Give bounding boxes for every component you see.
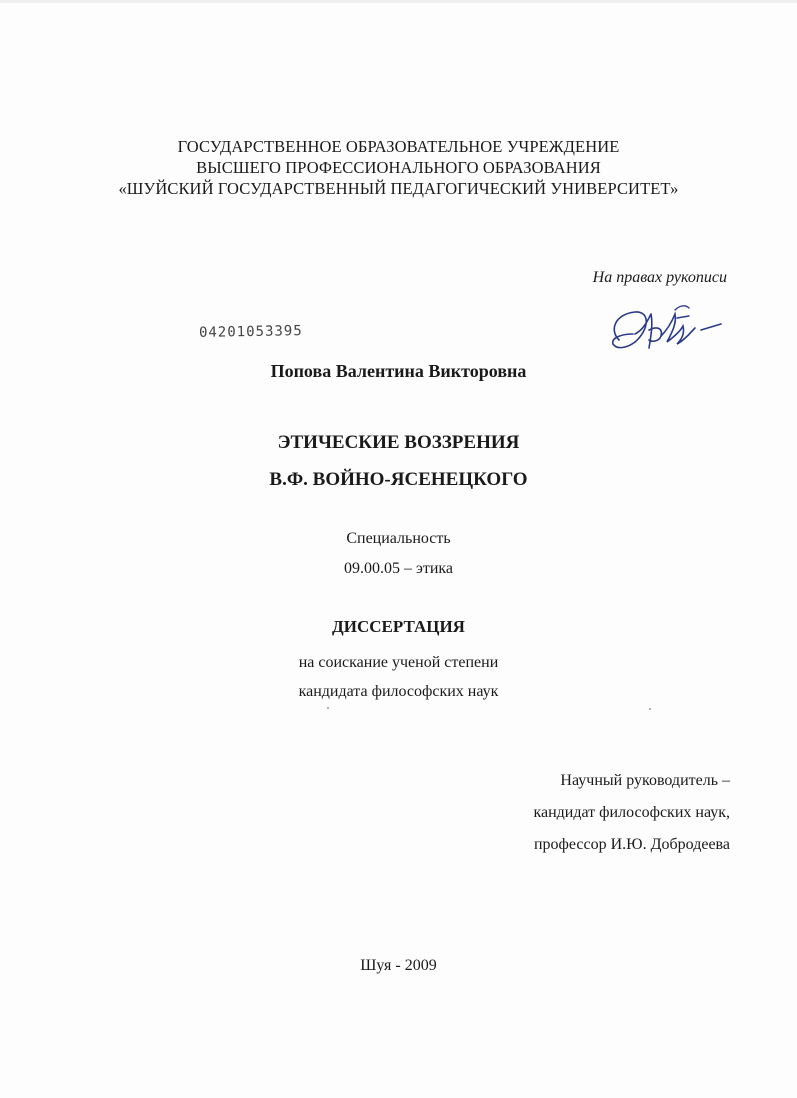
specialty-label: Специальность	[346, 530, 451, 547]
advisor-line-3: профессор И.Ю. Добродеева	[533, 836, 730, 853]
title-line-2: В.Ф. ВОЙНО-ЯСЕНЕЦКОГО	[269, 469, 528, 490]
institution-line-3: «ШУЙСКИЙ ГОСУДАРСТВЕННЫЙ ПЕДАГОГИЧЕСКИЙ УНИВЕРСИТЕТ»	[118, 179, 679, 198]
scientific-advisor	[533, 765, 730, 861]
advisor-line-2: кандидат философских наук,	[533, 804, 730, 821]
degree-line-1: на соискание ученой степени	[298, 654, 499, 671]
specialty-block	[0, 524, 797, 584]
thesis-title	[0, 424, 797, 498]
specialty-code: 09.00.05 – этика	[343, 560, 454, 577]
author-name: Попова Валентина Викторовна	[270, 361, 527, 381]
dissertation-heading: ДИССЕРТАЦИЯ	[332, 617, 465, 636]
degree-line-2: кандидата философских наук	[298, 683, 499, 700]
inventory-number-stamp: 04201053395	[198, 323, 303, 341]
institution-header	[0, 136, 797, 199]
manuscript-rights-note: На правах рукописи	[592, 269, 727, 286]
degree-description	[0, 648, 797, 706]
institution-line-1: ГОСУДАРСТВЕННОЕ ОБРАЗОВАТЕЛЬНОЕ УЧРЕЖДЕНИЕ	[177, 137, 620, 156]
institution-line-2: ВЫСШЕГО ПРОФЕССИОНАЛЬНОГО ОБРАЗОВАНИЯ	[196, 158, 601, 177]
title-line-1: ЭТИЧЕСКИЕ ВОЗЗРЕНИЯ	[277, 432, 520, 453]
advisor-line-1: Научный руководитель –	[560, 772, 730, 789]
place-and-year: Шуя - 2009	[360, 957, 437, 974]
scan-edge	[0, 0, 797, 3]
handwritten-signature	[605, 300, 725, 362]
scan-speck	[327, 707, 329, 709]
scan-speck	[649, 708, 651, 710]
